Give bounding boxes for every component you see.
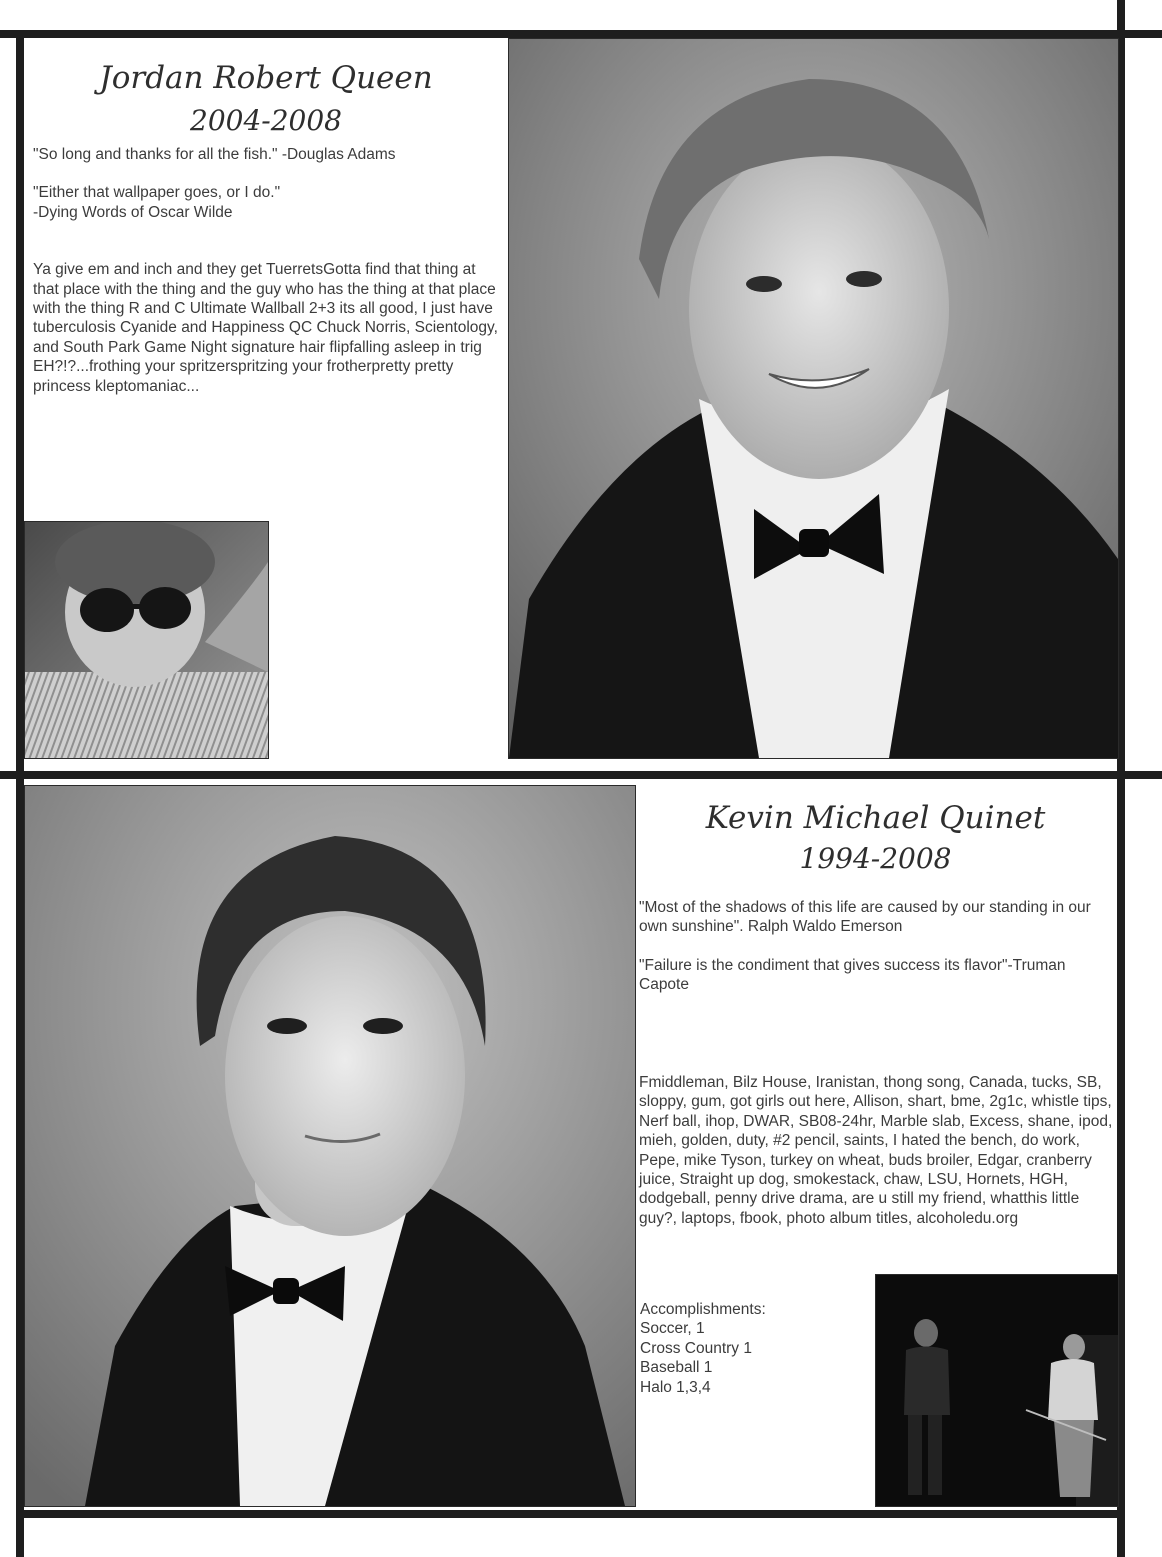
student-years: 1994-2008 — [799, 842, 952, 875]
quote-capote: "Failure is the condiment that gives success its flavor"-Truman Capote — [639, 956, 1066, 994]
portrait-photo-jordan — [508, 38, 1119, 759]
accomplishment-item: Soccer, 1 — [640, 1320, 705, 1338]
memories-text: Fmiddleman, Bilz House, Iranistan, thong song, Canada, tucks, SB, sloppy, gum, got girls out here, Allison, shart, bme, 2g1c, whistle tips, Nerf ball, ihop, DWAR, SB08-24hr, Marble slab, Excess, shane, ipod, mieh, golden, duty, #2 pencil, saints, I hated the bench, do work, Pepe, mike Tyson, turkey on wheat, buds broiler, Edgar, cranberry juice, Straight up dog, smokestack, chaw, LSU, Hornets, HGH, dodgeball, penny drive drama, are u still my friend, whatthis little guy?, laptops, fbook, photo album titles, alcoholedu.org — [639, 1074, 1113, 1227]
frame-top-bar — [0, 30, 1162, 38]
portrait-photo-image — [25, 786, 635, 1506]
quote-attribution: -Dying Words of Oscar Wilde — [33, 203, 233, 221]
accomplishments-block — [640, 1300, 870, 1397]
quote-douglas-adams: "So long and thanks for all the fish." -Douglas Adams — [33, 146, 396, 163]
candid-photo-image — [876, 1275, 1118, 1506]
accomplishment-item: Baseball 1 — [640, 1359, 713, 1377]
candid-photo-stage — [875, 1274, 1119, 1507]
accomplishments-title: Accomplishments: — [640, 1301, 766, 1318]
accomplishment-item: Cross Country 1 — [640, 1339, 752, 1357]
memories-text: Ya give em and inch and they get TuerretsGotta find that thing at that place with the thing and the guy who has the thing at that place with the thing R and C Ultimate Wallball 2+3 its all good, I just have tuberculosis Cyanide and Happiness QC Chuck Norris, Scientology, and South Park Game Night signature hair flipfalling asleep in trig EH?!?...frothing your spritzerspritzing your frotherpretty pretty princess kleptomaniac... — [33, 261, 498, 395]
portrait-photo-image — [509, 39, 1118, 758]
student-name: Jordan Robert Queen — [99, 60, 433, 96]
frame-left-bar — [16, 30, 24, 1557]
memories-block — [639, 1073, 1115, 1228]
quote-emerson: "Most of the shadows of this life are caused by our standing in our own sunshine". Ralph Waldo Emerson — [639, 899, 1091, 936]
candid-photo-image — [25, 522, 268, 758]
candid-photo-sunglasses — [24, 521, 269, 759]
portrait-photo-kevin — [24, 785, 636, 1507]
quote-oscar-wilde: "Either that wallpaper goes, or I do." — [33, 184, 281, 202]
quotes-and-memories — [639, 898, 1111, 995]
quotes-and-memories — [33, 145, 501, 396]
frame-bottom-bar — [16, 1510, 1125, 1518]
accomplishment-item: Halo 1,3,4 — [640, 1378, 711, 1396]
frame-middle-bar — [0, 771, 1162, 779]
student-name: Kevin Michael Quinet — [705, 800, 1046, 836]
student-years: 2004-2008 — [190, 104, 342, 137]
